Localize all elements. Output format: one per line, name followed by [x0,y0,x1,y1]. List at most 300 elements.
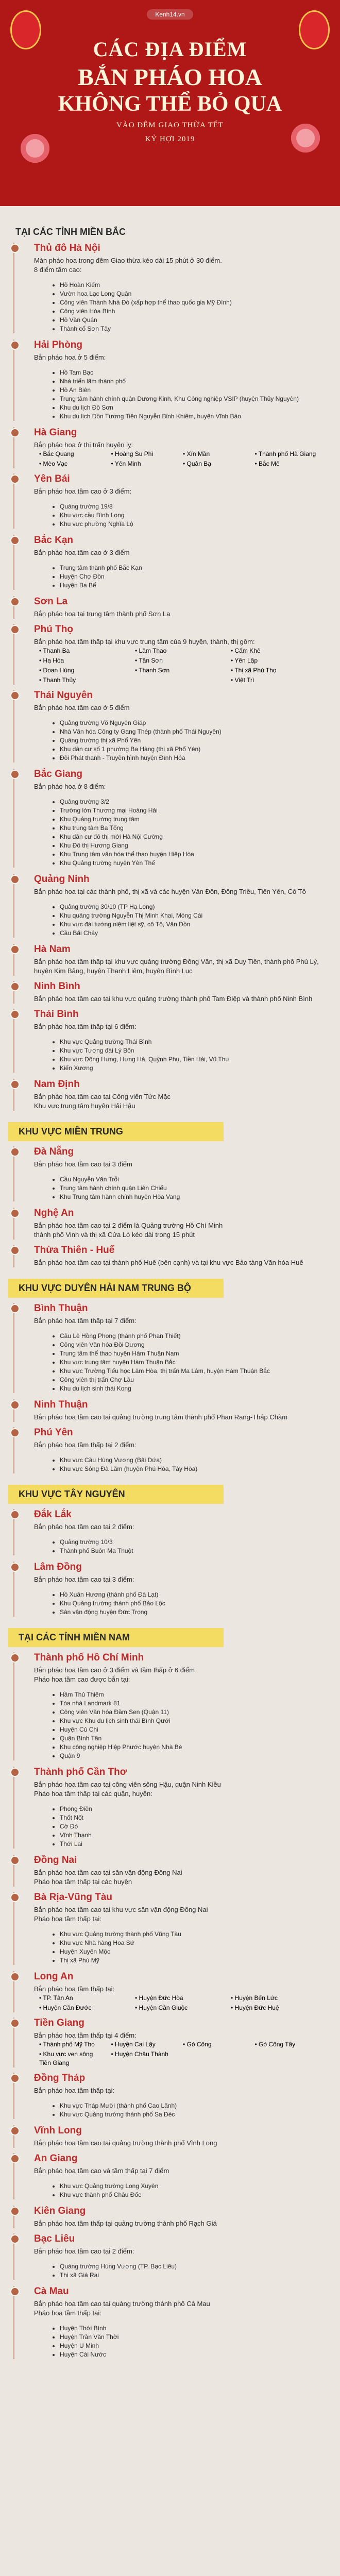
timeline-dot-icon [10,341,20,350]
timeline-dot-icon [10,1209,20,1218]
province-name: Bắc Kạn [34,535,74,546]
province-line: Màn pháo hoa trong đêm Giao thừa kéo dài 15 phút ở 30 điểm. [34,257,222,264]
list-item: • Khu Quảng trường trung tâm [60,815,320,824]
province-block [34,1767,320,1849]
province-name: Cà Mau [34,2286,69,2297]
province-block [34,1509,320,1555]
list-item: • Quận 9 [60,1752,320,1760]
province-line: Pháo hoa tầm thấp tại các quận, huyện: [34,1790,152,1798]
province-line: Bắn pháo hoa tầm thấp tại khu vực trung tâm của 9 huyện, thành, thị gồm: [34,638,255,646]
timeline-dot-icon [10,1856,20,1865]
list-item: • Quảng trường 19/8 [60,502,320,511]
province-block [34,1652,320,1760]
list-item: • Nhà Văn hóa Công ty Gang Thép (thành phố Thái Nguyên) [60,727,320,736]
list-item: • Khu trung tâm Ba Tổng [60,824,320,833]
list-item: • Cầu Bãi Cháy [60,929,320,938]
grid-item: • Mèo Vạc [39,460,67,467]
grid-item: • Quản Bạ [183,460,211,467]
location-list [39,1038,320,1073]
timeline-dot-icon [10,2126,20,2136]
timeline-dot-icon [10,1246,20,1255]
list-item: • Huyện Cái Nước [60,2350,320,2359]
province-line: Pháo hoa tầm thấp tại: [34,1915,101,1923]
province-block [34,769,320,868]
province-block [34,624,320,685]
province-block [34,1855,320,1887]
grid-item: • Huyện Cần Giuộc [135,2004,188,2011]
lantern-icon [10,10,41,49]
list-item: • Khu quảng trường Nguyễn Thị Minh Khai, Móng Cái [60,911,320,920]
province-name: Thành phố Cần Thơ [34,1767,127,1777]
province-block [34,1971,320,2012]
province-line: Bắn pháo hoa tầm cao tại thành phố Huế (bên cạnh) và tại khu vực Bảo tàng Văn hóa Huế [34,1259,303,1266]
grid-item: • Gò Công Tây [254,2041,296,2048]
grid-item: • Việt Trì [231,676,254,684]
region-title: TẠI CÁC TỈNH MIỀN BẮC [15,227,126,237]
list-item: • Cầu Lê Hồng Phong (thành phố Phan Thiết) [60,1332,320,1341]
timeline-dot-icon [10,244,20,253]
location-grid [39,2040,320,2067]
province-name: Bắc Giang [34,769,82,779]
province-name: Kiên Giang [34,2206,86,2216]
province-line: Bắn pháo hoa tại trung tâm thành phố Sơn La [34,610,171,618]
grid-item: • Yên Minh [111,460,141,467]
province-line: Bắn pháo hoa tầm thấp tại 4 điểm: [34,2031,137,2039]
province-block [34,1399,320,1422]
list-item: • Huyện U Minh [60,2342,320,2350]
location-list [39,1538,320,1555]
grid-item: • Thành phố Hà Giang [254,450,316,457]
province-name: Nam Định [34,1079,80,1090]
province-block [34,874,320,938]
grid-item: • Thị xã Phú Thọ [231,667,277,674]
list-item: • Quảng trường thị xã Phổ Yên [60,736,320,745]
list-item: • Sân vận động huyện Đức Trọng [60,1608,320,1617]
timeline-dot-icon [10,982,20,991]
list-item: • Quận Bình Tân [60,1734,320,1743]
grid-item: • Đoan Hùng [39,667,75,674]
province-block [34,1303,320,1393]
list-item: • Thành cổ Sơn Tây [60,325,320,333]
list-item: • Khu Trung tâm hành chính huyện Hòa Vang [60,1193,320,1201]
timeline-dot-icon [10,1400,20,1410]
list-item: • Khu vực thành phố Châu Đốc [60,2191,320,2199]
province-name: Ninh Bình [34,981,80,992]
province-block [34,1009,320,1073]
province-line: Bắn pháo hoa tầm cao tại khu vực sân vận động Đồng Nai [34,1906,208,1913]
province-name: Quảng Ninh [34,874,90,885]
province-line: Bắn pháo hoa tầm thấp tại: [34,1985,115,1993]
list-item: • Khu dân cư đô thị mới Hà Nội Cường [60,833,320,841]
location-list [39,1805,320,1849]
grid-item: • Bắc Quang [39,450,74,457]
region-block [0,1485,340,1617]
province-name: Hải Phòng [34,340,82,350]
province-line: 8 điểm tầm cao: [34,266,82,274]
province-block [34,1427,320,1473]
region-title: KHU VỰC TÂY NGUYÊN [8,1485,224,1504]
list-item: • Trung tâm hành chính quận Dương Kinh, Khu Công nghiệp VSIP (huyện Thủy Nguyên) [60,395,320,403]
list-item: • Khu công nghiệp Hiệp Phước huyện Nhà Bè [60,1743,320,1752]
province-block [34,473,320,529]
list-item: • Quảng trường Võ Nguyên Giáp [60,719,320,727]
region-block [0,227,340,1111]
region-title: TẠI CÁC TỈNH MIỀN NAM [8,1628,224,1647]
grid-item: • Huyện Bến Lức [231,1994,278,2002]
grid-item: • Yên Lập [231,657,258,664]
timeline-dot-icon [10,625,20,634]
list-item: • Hầm Thủ Thiêm [60,1690,320,1699]
location-list [39,798,320,868]
list-item: • Khu vực Quảng trường Thái Bình [60,1038,320,1046]
province-line: Bắn pháo hoa tầm cao tại công viên sông Hậu, quận Ninh Kiều [34,1781,221,1788]
list-item: • Thị xã Phú Mỹ [60,1956,320,1965]
location-list [39,1175,320,1201]
province-block [34,2206,320,2228]
province-name: Bạc Liêu [34,2233,75,2244]
grid-item: • Thanh Ba [39,647,70,654]
province-block [34,535,320,590]
timeline-dot-icon [10,1304,20,1313]
province-block [34,2073,320,2119]
grid-item: • Khu vực ven sông Tiền Giang [39,2050,93,2066]
list-item: • Hồ An Biên [60,386,320,395]
list-item: • Vườn hoa Lạc Long Quân [60,290,320,298]
list-item: • Vĩnh Thạnh [60,1831,320,1840]
list-item: • Khu vực Tượng đài Lý Bôn [60,1046,320,1055]
province-line: Pháo hoa tầm thấp tại: [34,2309,101,2317]
province-block [34,1892,320,1965]
list-item: • Khu vực cầu Bình Long [60,511,320,520]
list-item: • Cờ Đỏ [60,1822,320,1831]
province-line: Bắn pháo hoa tầm cao tại 2 điểm: [34,1523,134,1531]
list-item: • Phong Điền [60,1805,320,1814]
timeline-dot-icon [10,2207,20,2216]
lantern-icon [299,10,330,49]
province-block [34,2286,320,2359]
grid-item: • Cẩm Khê [231,647,261,654]
province-block [34,1208,320,1240]
province-line: Bắn pháo hoa ở 8 điểm: [34,783,106,790]
list-item: • Khu vực Quảng trường Long Xuyên [60,2182,320,2191]
list-item: • Khu vực Cầu Hùng Vương (Bãi Dứa) [60,1456,320,1465]
list-item: • Trung tâm thành phố Bắc Kạn [60,564,320,572]
grid-item: • Hạ Hòa [39,657,64,664]
grid-item: • Huyện Đức Hòa [135,1994,183,2002]
timeline-dot-icon [10,2154,20,2163]
province-line: Bắn pháo hoa tầm cao tại khu vực quảng trường thành phố Tam Điệp và thành phố Ninh Bình [34,995,313,1003]
timeline-dot-icon [10,1563,20,1572]
grid-item: • Thanh Thủy [39,676,76,684]
location-list [39,2262,320,2280]
province-name: Phú Thọ [34,624,73,635]
timeline-dot-icon [10,1428,20,1437]
province-line: Bắn pháo hoa tầm thấp tại 2 điểm: [34,1441,137,1449]
province-name: Thái Bình [34,1009,79,1020]
grid-item: • Huyện Đức Huệ [231,2004,279,2011]
location-list [39,1332,320,1393]
grid-item: • Thanh Sơn [135,667,170,674]
grid-item: • Gò Công [183,2041,212,2048]
province-line: Bắn pháo hoa ở thị trấn huyện lỵ: [34,441,133,449]
province-line: Bắn pháo hoa tầm cao và tầm thấp tại 7 điểm [34,2167,169,2175]
province-line: Bắn pháo hoa tầm cao tại quảng trường thành phố Cà Mau [34,2300,210,2308]
list-item: • Khu vực Tháp Mười (thành phố Cao Lãnh) [60,2102,320,2110]
list-item: • Hồ Xuân Hương (thành phố Đà Lạt) [60,1590,320,1599]
location-list [39,1690,320,1760]
province-line: Bắn pháo hoa tầm thấp tại 7 điểm: [34,1317,137,1325]
location-list [39,1456,320,1473]
province-name: Đồng Tháp [34,2073,86,2083]
province-name: Đắk Lắk [34,1509,72,1520]
province-block [34,2153,320,2199]
list-item: • Thị xã Giá Rai [60,2271,320,2280]
location-list [39,2182,320,2199]
province-line: Bắn pháo hoa tầm cao tại quảng trường thành phố Vĩnh Long [34,2139,217,2147]
list-item: • Công viên Thành Nhà Đỏ (xấp hợp thể thao quốc gia Mỹ Đình) [60,298,320,307]
province-block [34,690,320,762]
timeline-dot-icon [10,1768,20,1777]
list-item: • Cầu Nguyễn Văn Trỗi [60,1175,320,1184]
list-item: • Kiến Xương [60,1064,320,1073]
list-item: • Hồ Tam Bạc [60,368,320,377]
timeline-dot-icon [10,597,20,606]
province-name: Phú Yên [34,1427,73,1438]
timeline-dot-icon [10,1653,20,1663]
province-name: Đồng Nai [34,1855,77,1866]
province-name: Sơn La [34,596,68,607]
list-item: • Trung tâm thể thao huyện Hàm Thuận Nam [60,1349,320,1358]
region-title: KHU VỰC MIỀN TRUNG [8,1122,224,1141]
apricot-flower-icon [291,124,320,152]
headline: CÁC ĐỊA ĐIỂM BẮN PHÁO HOA KHÔNG THỂ BỎ QUA VÀO ĐÊM GIAO THỪA TẾT KỶ HỢI 2019 [58,38,282,143]
province-name: Hà Giang [34,427,77,438]
province-line: Bắn pháo hoa tầm cao tại sân vận động Đồng Nai [34,1869,182,1876]
timeline-dot-icon [10,2074,20,2083]
province-line: Pháo hoa tầm cao được bắn tại: [34,1675,130,1683]
list-item: • Trung tâm hành chính quận Liên Chiểu [60,1184,320,1193]
list-item: • Khu vực Sông Đà Lãm (huyện Phú Hòa, Tây Hòa) [60,1465,320,1473]
province-line: Bắn pháo hoa tầm cao ở 3 điểm [34,549,130,556]
location-list [39,2324,320,2359]
timeline-dot-icon [10,875,20,884]
timeline-dot-icon [10,1972,20,1981]
list-item: • Hồ Văn Quán [60,316,320,325]
list-item: • Huyện Chợ Đồn [60,572,320,581]
province-line: Bắn pháo hoa tầm cao ở 5 điểm [34,704,130,711]
list-item: • Khu vực phường Nghĩa Lộ [60,520,320,529]
list-item: • Hồ Hoàn Kiếm [60,281,320,290]
grid-item: • Xín Mần [183,450,210,457]
province-block [34,1245,320,1267]
list-item: • Quảng trường 3/2 [60,798,320,806]
grid-item: • Huyện Cai Lậy [111,2041,156,2048]
list-item: • Trường lớn Thương mại Hoàng Hải [60,806,320,815]
province-block [34,1079,320,1111]
apricot-flower-icon [21,134,49,163]
list-item: • Đồi Phát thanh - Truyền hình huyện Đình Hóa [60,754,320,762]
timeline-dot-icon [10,474,20,484]
list-item: • Khu Quảng trường huyện Yên Thế [60,859,320,868]
province-block [34,981,320,1004]
list-item: • Khu du lịch sinh thái Kong [60,1384,320,1393]
province-name: Đà Nẵng [34,1146,74,1157]
grid-item: • Huyện Cần Đước [39,2004,92,2011]
hero-banner [0,0,340,206]
location-list [39,1590,320,1617]
region-block [0,1279,340,1473]
list-item: • Khu du lịch Đồn Tương Tiên Nguyễn Bỉnh Khiêm, huyện Vĩnh Bảo. [60,412,320,421]
location-list [39,2102,320,2119]
province-block [34,2125,320,2148]
grid-item: • Hoàng Su Phì [111,450,154,457]
grid-item: • Tân Sơn [135,657,163,664]
list-item: • Khu vực đài tưởng niệm liệt sỹ, cô Tô, Vân Đồn [60,920,320,929]
province-line: Bắn pháo hoa tầm cao tại Công viên Tức Mặc [34,1093,171,1100]
province-line: Bắn pháo hoa tầm cao tại 2 điểm: [34,2247,134,2255]
list-item: • Nhà triển lãm thành phố [60,377,320,386]
province-line: Bắn pháo hoa tầm cao ở 3 điểm và tầm thấp ở 6 điểm [34,1666,195,1674]
province-line: Pháo hoa tầm thấp tại các huyện [34,1878,132,1886]
grid-item: • Bắc Mê [254,460,280,467]
location-list [39,281,320,333]
list-item: • Quảng trường 30/10 (TP Hạ Long) [60,903,320,911]
timeline-dot-icon [10,945,20,954]
list-item: • Công viên Văn hóa Đầm Sen (Quận 11) [60,1708,320,1717]
province-line: Khu vực trung tâm huyện Hải Hậu [34,1102,135,1110]
list-item: • Quảng trường 10/3 [60,1538,320,1547]
location-list [39,564,320,590]
province-name: Ninh Thuận [34,1399,88,1410]
list-item: • Khu du lịch Đồ Sơn [60,403,320,412]
list-item: • Công viên thị trấn Chợ Lầu [60,1376,320,1384]
location-list [39,502,320,529]
list-item: • Khu vực Quảng trường thành phố Sa Đéc [60,2110,320,2119]
province-line: Bắn pháo hoa tầm cao ở 3 điểm: [34,487,132,495]
timeline-dot-icon [10,1893,20,1902]
province-block [34,427,320,468]
region-title: KHU VỰC DUYÊN HẢI NAM TRUNG BỘ [8,1279,224,1298]
timeline-dot-icon [10,2234,20,2244]
province-name: Yên Bái [34,473,70,484]
list-item: • Công viên Văn hóa Đồi Dương [60,1341,320,1349]
location-list [39,368,320,421]
province-line: Bắn pháo hoa tầm thấp tại khu vực quảng trường Đông Văn, thị xã Duy Tiên, thành phố Phủ Lý, huyện Kim Bảng, huyện Thanh Liêm, huyện Bình Lục [34,958,319,975]
province-name: Thái Nguyên [34,690,93,701]
list-item: • Thới Lai [60,1840,320,1849]
province-block [34,1562,320,1617]
grid-item: • Thành phố Mỹ Tho [39,2041,95,2048]
list-item: • Tòa nhà Landmark 81 [60,1699,320,1708]
grid-item: • TP. Tân An [39,1994,73,2002]
list-item: • Huyện Củ Chi [60,1725,320,1734]
list-item: • Khu dân cư số 1 phường Ba Hàng (thị xã Phổ Yên) [60,745,320,754]
province-line: Bắn pháo hoa tầm cao tại 2 điểm là Quảng trường Hồ Chí Minh [34,1222,223,1229]
province-line: thành phố Vinh và thị xã Cửa Lò kéo dài trong 15 phút [34,1231,195,1239]
list-item: • Thành phố Buôn Ma Thuột [60,1547,320,1555]
province-line: Bắn pháo hoa tầm cao tại quảng trường trung tâm thành phố Phan Rang-Tháp Chàm [34,1413,288,1421]
list-item: • Huyện Xuyên Mộc [60,1947,320,1956]
content-area [0,206,340,2359]
list-item: • Thốt Nốt [60,1814,320,1822]
province-line: Bắn pháo hoa tầm thấp tại quảng trường thành phố Rạch Giá [34,2219,217,2227]
province-name: Vĩnh Long [34,2125,82,2136]
province-line: Bắn pháo hoa tại các thành phố, thị xã và các huyện Vân Đồn, Đông Triều, Tiên Yên, Cô Tô [34,888,306,895]
timeline-dot-icon [10,1510,20,1519]
timeline-dot-icon [10,2287,20,2296]
timeline-dot-icon [10,1080,20,1089]
province-name: Thủ đô Hà Nội [34,243,100,253]
timeline-dot-icon [10,691,20,700]
grid-item: • Lâm Thao [135,647,167,654]
province-line: Bắn pháo hoa tầm cao tại 3 điểm [34,1160,132,1168]
list-item: • Công viên Hòa Bình [60,307,320,316]
list-item: • Khu vực Đông Hưng, Hưng Hà, Quỳnh Phụ, Tiền Hải, Vũ Thư [60,1055,320,1064]
province-name: Bình Thuận [34,1303,88,1314]
list-item: • Huyện Trần Văn Thời [60,2333,320,2342]
location-grid [39,450,320,468]
location-list [39,903,320,938]
grid-item: • Huyện Châu Thành [111,2050,168,2058]
list-item: • Quảng trường Hùng Vương (TP. Bạc Liêu) [60,2262,320,2271]
province-block [34,596,320,619]
region-block [0,1628,340,2359]
list-item: • Khu vực Quảng trường thành phố Vũng Tàu [60,1930,320,1939]
timeline-dot-icon [10,2019,20,2028]
province-block [34,944,320,976]
timeline-dot-icon [10,770,20,779]
site-logo: Kenh14.vn [147,9,193,20]
province-name: Thành phố Hồ Chí Minh [34,1652,144,1663]
province-name: Lâm Đồng [34,1562,82,1572]
province-name: Thừa Thiên - Huế [34,1245,115,1256]
province-name: An Giang [34,2153,78,2164]
province-block [34,2233,320,2280]
province-name: Hà Nam [34,944,71,955]
province-block [34,243,320,333]
list-item: • Huyện Ba Bể [60,581,320,590]
timeline-dot-icon [10,428,20,437]
province-name: Bà Rịa-Vũng Tàu [34,1892,113,1903]
list-item: • Khu vực Nhà hàng Hoa Sứ [60,1939,320,1947]
province-name: Tiền Giang [34,2018,84,2028]
location-list [39,719,320,762]
list-item: • Huyện Thới Bình [60,2324,320,2333]
grid-item [135,676,225,685]
location-list [39,1930,320,1965]
region-block [0,1122,340,1267]
timeline-dot-icon [10,536,20,545]
province-block [34,340,320,421]
list-item: • Khu vực Khu du lịch sinh thái Bình Qưới [60,1717,320,1725]
location-grid [39,647,320,685]
list-item: • Khu Trung tâm văn hóa thể thao huyện Hiệp Hòa [60,850,320,859]
list-item: • Khu Đô thị Hương Giang [60,841,320,850]
list-item: • Khu Quảng trường thành phố Bảo Lộc [60,1599,320,1608]
location-grid [39,1994,320,2012]
province-block [34,1146,320,1201]
province-line: Bắn pháo hoa ở 5 điểm: [34,353,106,361]
province-name: Nghệ An [34,1208,74,1218]
province-block [34,2018,320,2067]
province-name: Long An [34,1971,74,1982]
list-item: • Khu vực Trường Tiểu học Lâm Hòa, thị trấn Ma Lâm, huyện Hàm Thuận Bắc [60,1367,320,1376]
province-line: Bắn pháo hoa tầm thấp tại 6 điểm: [34,1023,137,1030]
province-line: Bắn pháo hoa tầm thấp tại: [34,2087,115,2094]
timeline-dot-icon [10,1010,20,1019]
list-item: • Khu vực trung tâm huyện Hàm Thuận Bắc [60,1358,320,1367]
province-line: Bắn pháo hoa tầm cao tại 3 điểm: [34,1575,134,1583]
